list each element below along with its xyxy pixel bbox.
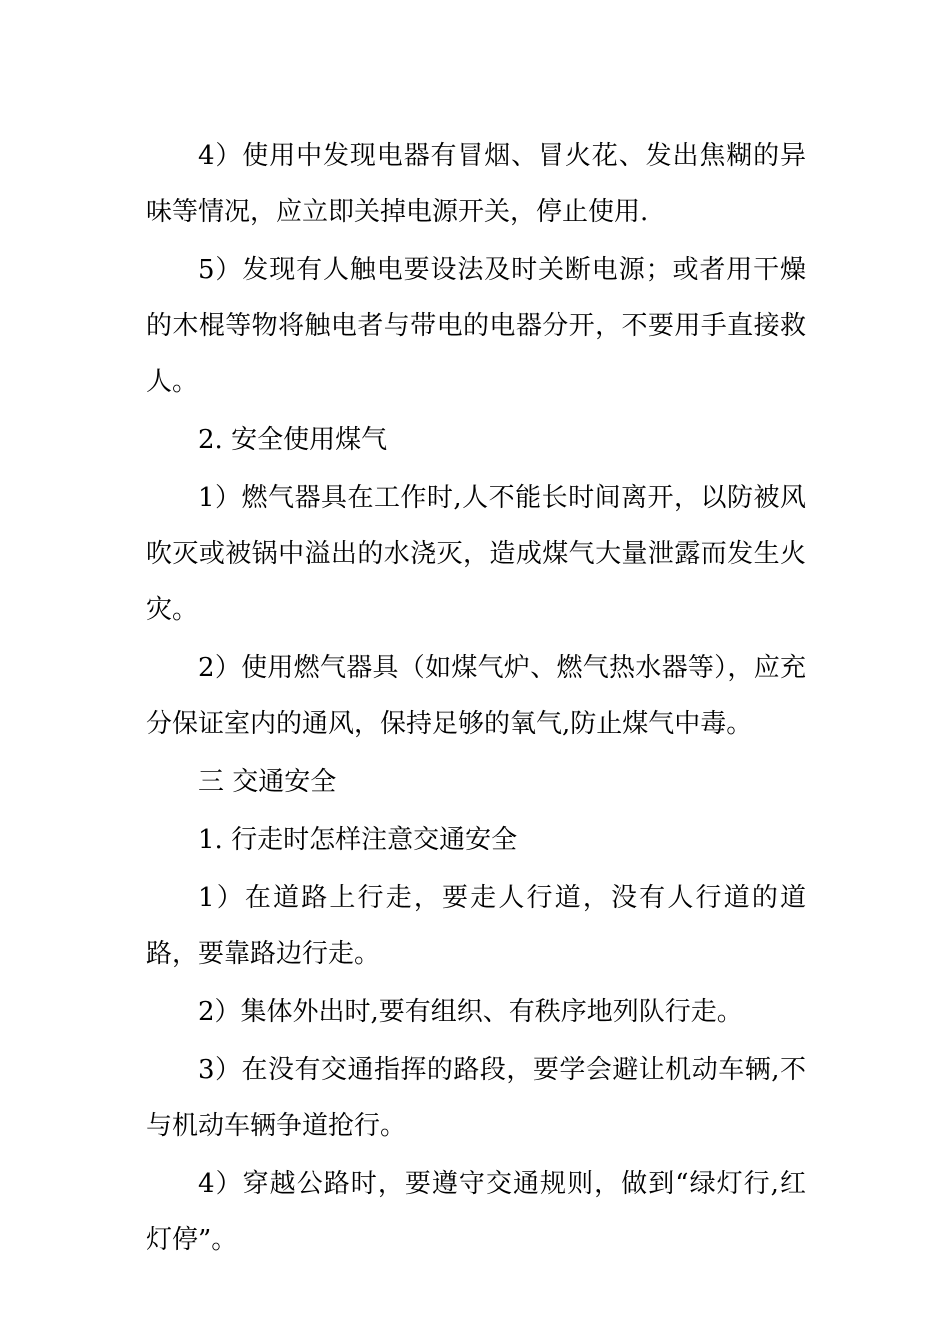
paragraph-group-outing: 2）集体外出时,要有组织、有秩序地列队行走。: [198, 997, 743, 1027]
heading-traffic-safety: 三 交通安全: [198, 767, 337, 797]
paragraph-gas-ventilation: 2）使用燃气器具（如煤气炉、燃气热水器等），应充分保证室内的通风，保持足够的氧气,防止煤气中毒。: [146, 653, 806, 739]
paragraph-crossing-road: 4）穿越公路时，要遵守交通规则，做到“绿灯行,红灯停”。: [146, 1169, 806, 1255]
paragraph-yield-vehicles: 3）在没有交通指挥的路段，要学会避让机动车辆,不与机动车辆争道抢行。: [146, 1055, 806, 1141]
document-body: [146, 128, 806, 1270]
paragraph-walk-sidewalk: 1）在道路上行走，要走人行道，没有人行道的道路，要靠路边行走。: [146, 883, 806, 969]
paragraph-gas-appliance-unattended: 1）燃气器具在工作时,人不能长时间离开，以防被风吹灭或被锅中溢出的水浇灭，造成煤气大量泄露而发生火灾。: [146, 483, 806, 625]
paragraph-electric-shock: 5）发现有人触电要设法及时关断电源；或者用干燥的木棍等物将触电者与带电的电器分开，不要用手直接救人。: [146, 255, 806, 397]
paragraph-electrical-smoke: 4）使用中发现电器有冒烟、冒火花、发出焦糊的异味等情况，应立即关掉电源开关，停止使用.: [146, 141, 806, 227]
heading-gas-safety: 2. 安全使用煤气: [198, 425, 388, 455]
heading-walking-safety: 1. 行走时怎样注意交通安全: [198, 825, 518, 855]
